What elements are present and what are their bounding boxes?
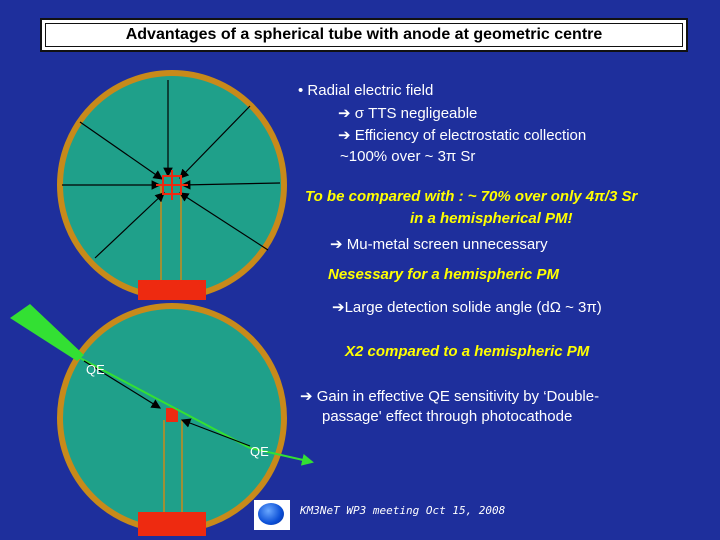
globe-icon xyxy=(258,503,284,525)
bullet-over: ~100% over ~ 3π Sr xyxy=(340,148,476,165)
incoming-photon-arrow xyxy=(10,304,84,361)
bullet-efficiency: ➔ Efficiency of electrostatic collection xyxy=(338,127,587,144)
bullet-tts: ➔ σ TTS negligeable xyxy=(338,105,478,122)
upper-sphere xyxy=(60,73,284,300)
large-angle-text: ➔Large detection solide angle (dΩ ~ 3π) xyxy=(332,299,602,316)
footer-meeting: KM3NeT WP3 meeting Oct 15, 2008 xyxy=(300,504,506,517)
bullet-radial-field: • Radial electric field xyxy=(298,82,434,99)
x2-text: X2 compared to a hemispheric PM xyxy=(345,343,590,360)
gain-line-2: passage' effect through photocathode xyxy=(322,408,573,425)
lower-base xyxy=(138,512,206,536)
lower-anode xyxy=(166,408,178,422)
compare-line-2: in a hemispherical PM! xyxy=(410,210,573,227)
upper-base xyxy=(138,280,206,300)
qe-label-entry: QE xyxy=(86,362,105,377)
compare-line-1: To be compared with : ~ 70% over only 4π/3 Sr xyxy=(305,188,638,205)
nesessary-text: Nesessary for a hemispheric PM xyxy=(328,266,559,283)
mu-metal-text: ➔ Mu-metal screen unnecessary xyxy=(330,236,548,253)
gain-line-1: ➔ Gain in effective QE sensitivity by ‘Double- xyxy=(300,388,600,405)
slide-title: Advantages of a spherical tube with anode at geometric centre xyxy=(45,23,683,47)
km3net-logo xyxy=(254,500,290,530)
qe-label-exit: QE xyxy=(250,444,269,459)
